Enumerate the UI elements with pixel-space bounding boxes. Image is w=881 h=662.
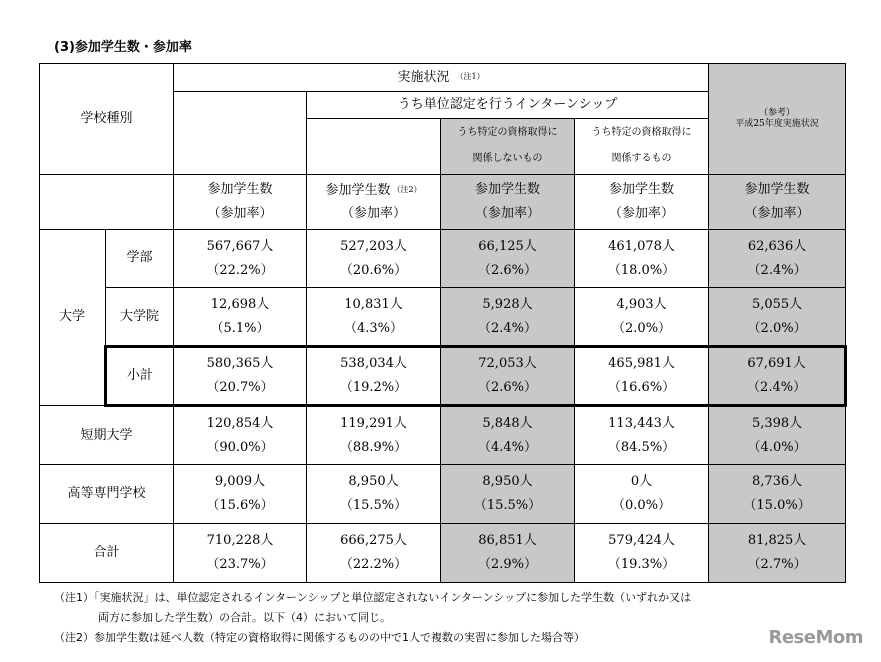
participation-table <box>39 63 847 583</box>
row-label: 学部 <box>106 229 174 288</box>
cell: 72,053人 （2.6%） <box>441 347 575 406</box>
cell: 5,848人 （4.4%） <box>441 406 575 465</box>
cell: 538,034人 （19.2%） <box>307 347 441 406</box>
row-label: 短期大学 <box>40 406 174 465</box>
header-blank <box>174 92 307 174</box>
table-row <box>40 288 846 347</box>
cell: 666,275人 （22.2%） <box>307 524 441 583</box>
cell: 527,203人 （20.6%） <box>307 229 441 288</box>
row-group-university: 大学 <box>40 229 106 406</box>
cell: 580,365人 （20.7%） <box>174 347 307 406</box>
table-row <box>40 465 846 524</box>
table-row <box>40 229 846 288</box>
header-not-related: うち特定の資格取得に 関係しないもの <box>441 118 575 174</box>
table-row-subtotal <box>40 347 846 406</box>
footnotes <box>54 588 691 648</box>
header-credit-internship: うち単位認定を行うインターンシップ <box>307 92 709 118</box>
cell: 86,851人 （2.9%） <box>441 524 575 583</box>
cell: 5,398人 （4.0%） <box>709 406 846 465</box>
cell: 9,009人 （15.6%） <box>174 465 307 524</box>
cell: 67,691人 （2.4%） <box>709 347 846 406</box>
cell: 12,698人 （5.1%） <box>174 288 307 347</box>
row-label: 小計 <box>106 347 174 406</box>
header-status: 実施状況 $^{(注1)}$ <box>174 64 709 92</box>
cell: 66,125人 （2.6%） <box>441 229 575 288</box>
row-label: 合計 <box>40 524 174 583</box>
table-row <box>40 406 846 465</box>
cell: 461,078人 （18.0%） <box>575 229 709 288</box>
cell: 8,736人 （15.0%） <box>709 465 846 524</box>
cell: 4,903人 （2.0%） <box>575 288 709 347</box>
col-header-4: 参加学生数 （参加率） <box>575 174 709 229</box>
cell: 710,228人 （23.7%） <box>174 524 307 583</box>
col-header-2: 参加学生数 $^{(注2)}$ （参加率） <box>307 174 441 229</box>
table-row-total <box>40 524 846 583</box>
col-header-1: 参加学生数 （参加率） <box>174 174 307 229</box>
cell: 8,950人 （15.5%） <box>307 465 441 524</box>
cell: 120,854人 （90.0%） <box>174 406 307 465</box>
header-blank-2 <box>307 118 441 174</box>
cell: 0人 （0.0%） <box>575 465 709 524</box>
header-blank-3 <box>40 174 174 229</box>
note-1: （注1）「実施状況」は、単位認定されるインターンシップと単位認定されないインターンシップに参加した学生数（いずれか又は <box>54 591 692 604</box>
row-label: 大学院 <box>106 288 174 347</box>
cell: 81,825人 （2.7%） <box>709 524 846 583</box>
note-1-cont: 両方に参加した学生数）の合計。以下（4）において同じ。 <box>98 611 391 624</box>
cell: 567,667人 （22.2%） <box>174 229 307 288</box>
col-header-5: 参加学生数 （参加率） <box>709 174 846 229</box>
resemom-logo: ReseMom <box>768 627 863 648</box>
section-title: (3)参加学生数・参加率 <box>54 40 192 55</box>
cell: 113,443人 （84.5%） <box>575 406 709 465</box>
col-header-3: 参加学生数 （参加率） <box>441 174 575 229</box>
cell: 62,636人 （2.4%） <box>709 229 846 288</box>
cell: 579,424人 （19.3%） <box>575 524 709 583</box>
header-school-type: 学校種別 <box>40 64 174 175</box>
cell: 8,950人 （15.5%） <box>441 465 575 524</box>
row-label: 高等専門学校 <box>40 465 174 524</box>
cell: 5,928人 （2.4%） <box>441 288 575 347</box>
cell: 465,981人 （16.6%） <box>575 347 709 406</box>
cell: 10,831人 （4.3%） <box>307 288 441 347</box>
cell: 119,291人 （88.9%） <box>307 406 441 465</box>
cell: 5,055人 （2.0%） <box>709 288 846 347</box>
header-reference: （参考） 平成25年度実施状況 <box>709 64 846 175</box>
header-related: うち特定の資格取得に 関係するもの <box>575 118 709 174</box>
note-2: （注2）参加学生数は延べ人数（特定の資格取得に関係するものの中で1人で複数の実習に参加した場合等） <box>54 631 585 644</box>
